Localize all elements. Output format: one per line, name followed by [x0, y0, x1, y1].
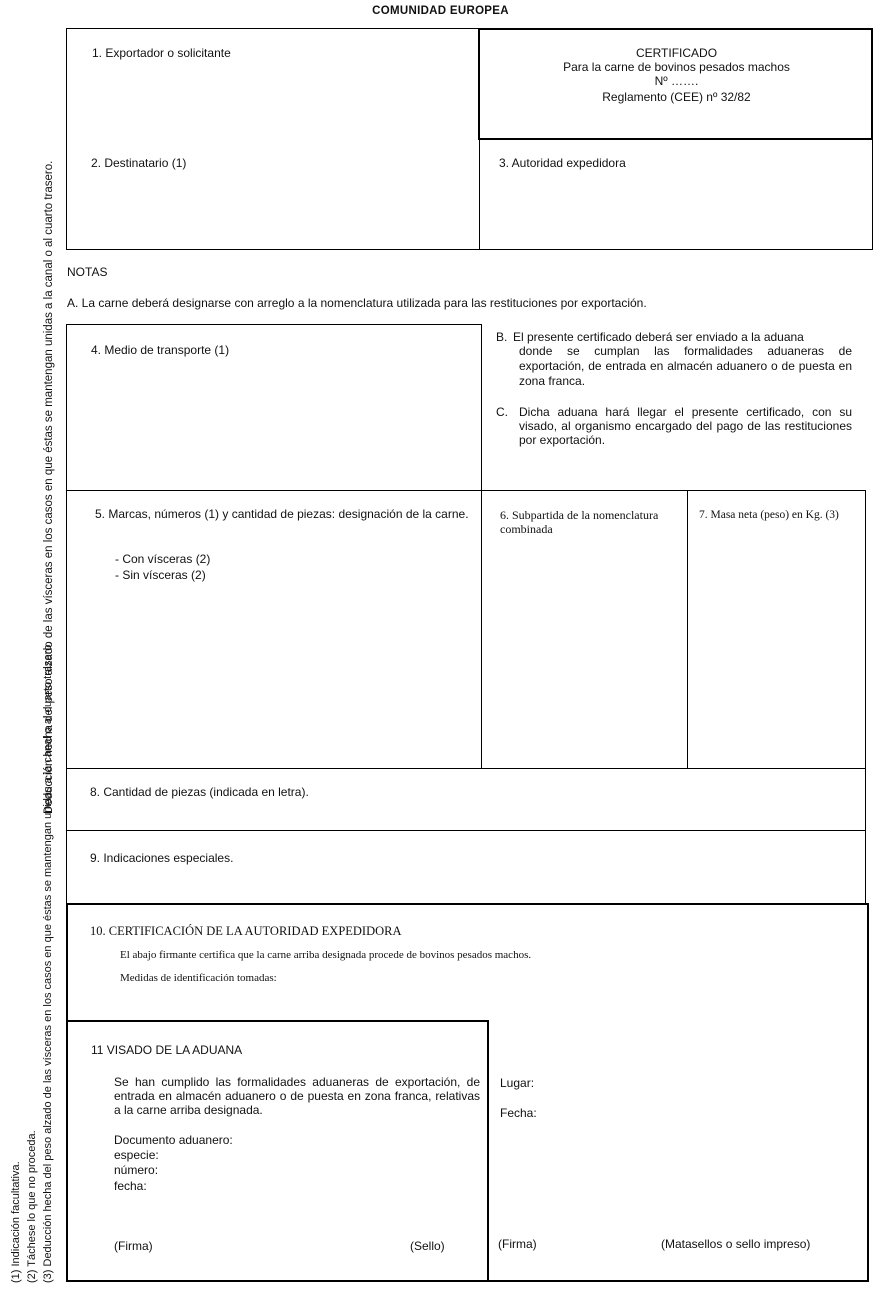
net-mass-label: 7. Masa neta (peso) en Kg. (3) — [699, 509, 839, 521]
page-title: COMUNIDAD EUROPEA — [372, 5, 509, 17]
footnote-2: (2) Táchese lo que no proceda. — [26, 1130, 38, 1283]
customs-stamp-label: (Sello) — [410, 1239, 445, 1253]
authority-certification-title: 10. CERTIFICACIÓN DE LA AUTORIDAD EXPEDIDORA — [90, 924, 402, 938]
date-label: Fecha: — [500, 1106, 537, 1120]
note-a: A. La carne deberá designarse con arreglo a la nomenclatura utilizada para las restituciones por exportación. — [67, 296, 647, 310]
note-c-prefix: C. — [496, 405, 508, 419]
note-b-text: donde se cumplan las formalidades aduaneras de exportación, de entrada en almacén aduanero o de puesta en zona franca. — [519, 344, 852, 388]
customs-document-type: especie: — [114, 1148, 159, 1162]
marks-item-with-viscera: - Con vísceras (2) — [115, 552, 211, 566]
notes-title: NOTAS — [67, 265, 108, 279]
customs-document-date: fecha: — [114, 1179, 147, 1193]
certificate-number: Nº ……. — [654, 74, 699, 88]
transport-label: 4. Medio de transporte (1) — [91, 343, 230, 357]
certificate-regulation: Reglamento (CEE) nº 32/82 — [602, 90, 751, 104]
authority-certification-statement: El abajo firmante certifica que la carne arriba designada procede de bovinos pesados machos. — [120, 949, 532, 961]
marks-label: 5. Marcas, números (1) y cantidad de piezas: designación de la carne. — [95, 507, 469, 521]
identification-measures-label: Medidas de identificación tomadas: — [120, 972, 277, 984]
postmark-label: (Matasellos o sello impreso) — [661, 1237, 811, 1251]
note-b-line1: El presente certificado deberá ser enviado a la aduana — [513, 330, 804, 344]
issuing-authority-label: 3. Autoridad expedidora — [499, 156, 626, 170]
consignee-label: 2. Destinatario (1) — [91, 156, 187, 170]
footnote-3: (3) Deducción hecha del peso alzado de las vísceras en los casos en que éstas se mantengan unidas a la canal o al cuarto trasero. — [42, 641, 54, 1283]
customs-signature-label: (Firma) — [114, 1239, 153, 1253]
exporter-label: 1. Exportador o solicitante — [92, 46, 231, 60]
customs-document-label: Documento aduanero: — [114, 1133, 233, 1147]
customs-visa-text: Se han cumplido las formalidades aduaneras de exportación, de entrada en almacén aduanero o de puesta en zona franca, relativas a la carne arriba designada. — [114, 1075, 480, 1117]
note-c-text: Dicha aduana hará llegar el presente certificado, con su visado, al organismo encargado del pago de las restituciones por exportación. — [519, 405, 852, 447]
pieces-in-words-label: 8. Cantidad de piezas (indicada en letra). — [90, 785, 309, 799]
customs-visa-title: 11 VISADO DE LA ADUANA — [91, 1043, 243, 1057]
special-indications-label: 9. Indicaciones especiales. — [90, 851, 234, 865]
place-label: Lugar: — [500, 1076, 535, 1090]
marks-item-without-viscera: - Sin vísceras (2) — [115, 568, 206, 582]
authority-signature-label: (Firma) — [498, 1237, 537, 1251]
subheading-label: 6. Subpartida de la nomenclatura combinada — [500, 508, 659, 536]
note-b-prefix: B. — [496, 330, 508, 344]
footnote-1: (1) Indicación facultativa. — [10, 1161, 22, 1283]
certificate-subtitle: Para la carne de bovinos pesados machos — [563, 60, 790, 74]
certificate-title: CERTIFICADO — [635, 46, 718, 60]
customs-document-number: número: — [114, 1163, 159, 1177]
side-note-viscera-deduction: Deducción hecha del peso alzado de las vísceras en los casos en que éstas se mantengan unidas a la canal o al cuarto trasero. — [43, 160, 55, 814]
